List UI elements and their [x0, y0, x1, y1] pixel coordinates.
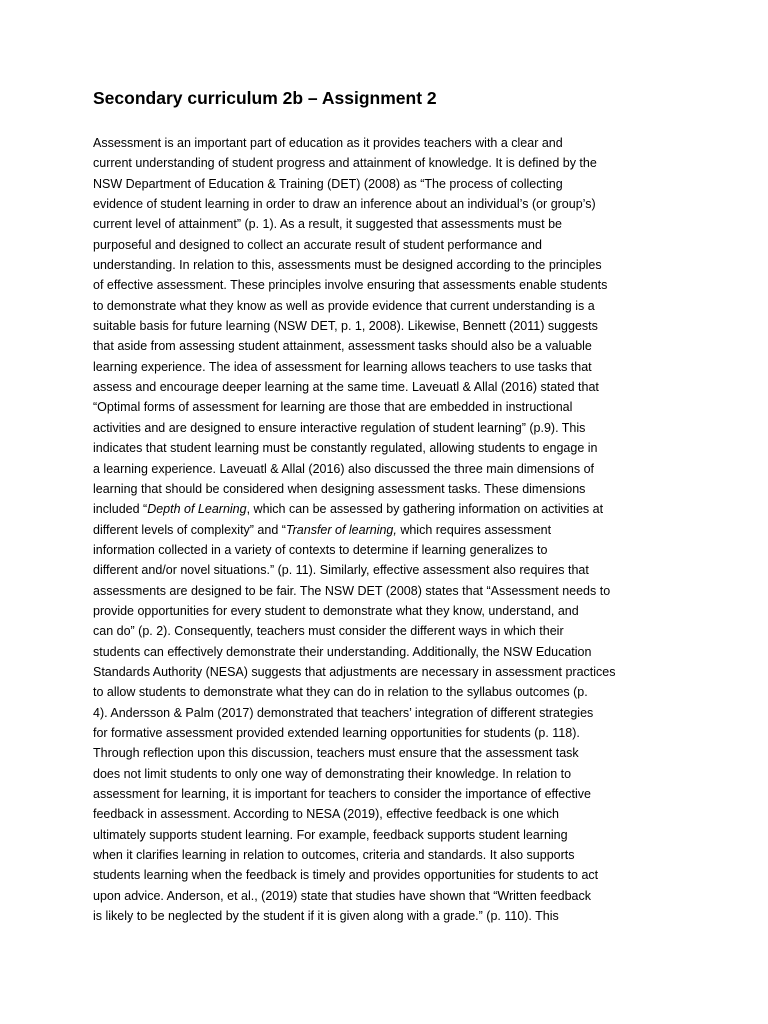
text-segment: “Optimal forms of assessment for learning are those that are embedded in instructional [93, 400, 573, 415]
text-segment: feedback in assessment. According to NESA (2019), effective feedback is one which [93, 807, 560, 822]
text-line [93, 560, 693, 580]
text-line [93, 133, 693, 153]
text-line [93, 296, 693, 316]
text-line [93, 621, 693, 641]
text-segment: current level of attainment” (p. 1). As a result, it suggested that assessments must be [93, 217, 562, 232]
text-segment: assessment for learning, it is important for teachers to consider the importance of effective [93, 787, 591, 801]
text-line [93, 214, 693, 234]
text-segment: understanding. In relation to this, assessments must be designed according to the principles [93, 258, 602, 273]
text-line [93, 743, 693, 763]
text-line [93, 642, 693, 662]
italic-text: Transfer of learning, [285, 522, 397, 537]
text-line [93, 865, 693, 885]
text-line [93, 784, 693, 804]
text-line [93, 886, 693, 906]
text-line [93, 357, 693, 377]
text-segment: different levels of complexity” and “ [93, 522, 286, 537]
text-segment: upon advice. Anderson, et al., (2019) state that studies have shown that “Written feedback [93, 888, 591, 903]
text-line [93, 194, 693, 214]
text-line [93, 336, 693, 356]
text-segment: provide opportunities for every student to demonstrate what they know, understand, and [93, 603, 579, 618]
text-segment: for formative assessment provided extended learning opportunities for students (p. 118). [93, 725, 580, 740]
text-line [93, 682, 693, 702]
text-line [93, 499, 693, 519]
text-line [93, 459, 693, 479]
text-line [93, 662, 693, 682]
text-line [93, 255, 693, 275]
text-line [93, 520, 693, 540]
text-line [93, 377, 693, 397]
text-segment: to demonstrate what they know as well as provide evidence that current understanding is a [93, 298, 595, 313]
text-segment: indicates that student learning must be constantly regulated, allowing students to engage in [93, 441, 598, 456]
text-line [93, 825, 693, 845]
text-line [93, 906, 693, 926]
text-line [93, 235, 693, 255]
text-line [93, 723, 693, 743]
text-line [93, 703, 693, 723]
text-line [93, 174, 693, 194]
text-segment: NSW Department of Education & Training (DET) (2008) as “The process of collecting [93, 176, 563, 191]
text-line [93, 153, 693, 173]
text-segment: assess and encourage deeper learning at the same time. Laveuatl & Allal (2016) stated that [93, 380, 599, 395]
text-segment: different and/or novel situations.” (p. 11). Similarly, effective assessment also requires that [93, 563, 589, 578]
text-line [93, 601, 693, 621]
text-line [93, 540, 693, 560]
text-segment: learning experience. The idea of assessment for learning allows teachers to use tasks that [93, 359, 592, 374]
text-segment: learning that should be considered when designing assessment tasks. These dimensions [93, 481, 586, 496]
text-segment: students can effectively demonstrate their understanding. Additionally, the NSW Education [93, 644, 592, 659]
text-segment: Assessment is an important part of education as it provides teachers with a clear and [93, 136, 563, 150]
text-segment: students learning when the feedback is timely and provides opportunities for students to act [93, 868, 599, 883]
text-line [93, 479, 693, 499]
text-segment: a learning experience. Laveuatl & Allal (2016) also discussed the three main dimensions of [93, 461, 594, 476]
text-segment: activities and are designed to ensure interactive regulation of student learning” (p.9). This [93, 420, 586, 435]
text-segment: information collected in a variety of contexts to determine if learning generalizes to [93, 542, 548, 557]
text-line [93, 275, 693, 295]
text-segment: of effective assessment. These principles involve ensuring that assessments enable students [93, 278, 608, 293]
text-segment: that aside from assessing student attainment, assessment tasks should also be a valuable [93, 339, 592, 354]
text-segment: ultimately supports student learning. For example, feedback supports student learning [93, 827, 568, 842]
text-segment: when it clarifies learning in relation to outcomes, criteria and standards. It also supports [93, 848, 575, 863]
text-line [93, 764, 693, 784]
text-line [93, 438, 693, 458]
text-segment: to allow students to demonstrate what they can do in relation to the syllabus outcomes (p. [93, 685, 588, 700]
text-segment: current understanding of student progress and attainment of knowledge. It is defined by the [93, 156, 597, 171]
italic-text: Depth of Learning [147, 502, 247, 517]
text-line [93, 316, 693, 336]
text-segment: purposeful and designed to collect an accurate result of student performance and [93, 237, 542, 252]
text-segment: is likely to be neglected by the student if it is given along with a grade.” (p. 110). This [93, 909, 559, 924]
text-line [93, 581, 693, 601]
document-title: Secondary curriculum 2b – Assignment 2 [93, 88, 437, 108]
text-line [93, 418, 693, 438]
text-segment: 4). Andersson & Palm (2017) demonstrated that teachers’ integration of different strategies [93, 705, 594, 720]
text-segment: does not limit students to only one way of demonstrating their knowledge. In relation to [93, 766, 572, 781]
body-paragraph [93, 133, 693, 926]
text-segment: can do” (p. 2). Consequently, teachers must consider the different ways in which their [93, 624, 564, 639]
text-segment: which requires assessment [396, 522, 552, 537]
text-segment: Through reflection upon this discussion, teachers must ensure that the assessment task [93, 746, 579, 761]
text-segment: included “ [93, 502, 148, 517]
text-segment: Standards Authority (NESA) suggests that adjustments are necessary in assessment practices [93, 664, 616, 679]
text-segment: evidence of student learning in order to draw an inference about an individual’s (or group’s) [93, 197, 596, 212]
text-line [93, 804, 693, 824]
text-line [93, 845, 693, 865]
text-segment: , which can be assessed by gathering information on activities at [246, 502, 604, 517]
text-line [93, 397, 693, 417]
text-segment: assessments are designed to be fair. The NSW DET (2008) states that “Assessment needs to [93, 583, 611, 598]
text-segment: suitable basis for future learning (NSW DET, p. 1, 2008). Likewise, Bennett (2011) suggests [93, 319, 598, 334]
